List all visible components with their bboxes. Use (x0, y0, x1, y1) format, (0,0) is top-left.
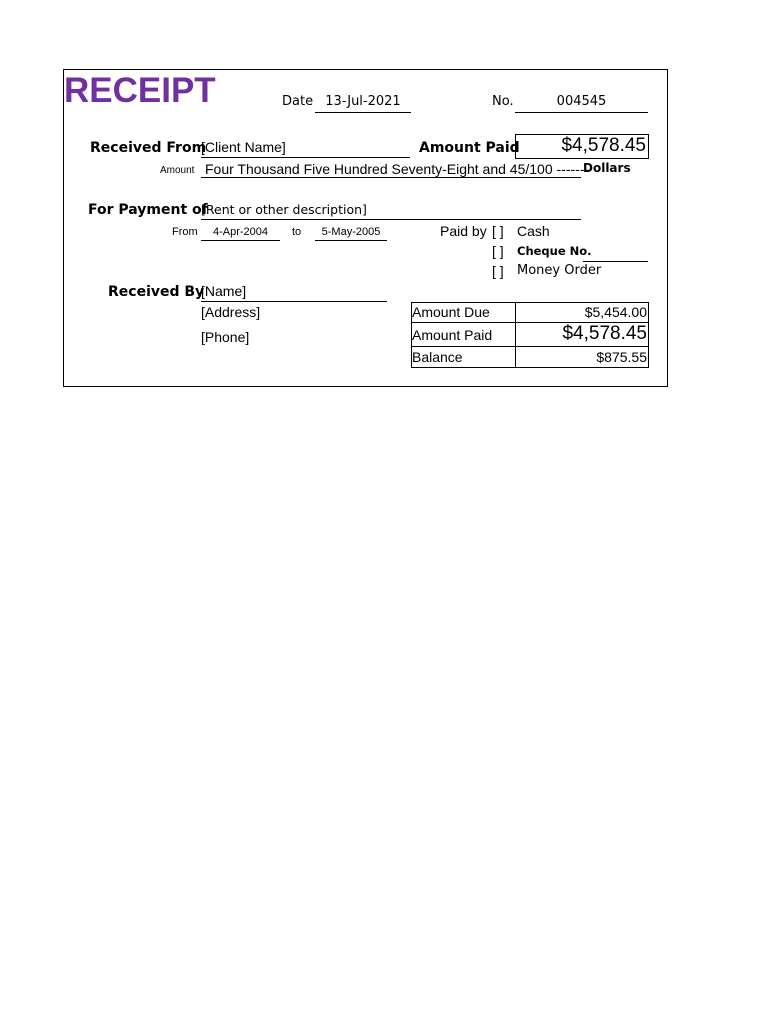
payment-for-label: For Payment of (88, 202, 208, 218)
summary-col-divider (515, 302, 516, 368)
payment-for-value: [Rent or other description] (201, 202, 581, 220)
summary-balance-label: Balance (412, 349, 463, 365)
paid-by-cash-box[interactable]: [ ] (492, 223, 504, 239)
paid-by-label: Paid by (440, 223, 487, 239)
date-value: 13-Jul-2021 (315, 94, 411, 113)
paid-by-cheque-label: Cheque No. (517, 244, 592, 258)
period-to-value: 5-May-2005 (315, 226, 387, 241)
amount-paid-label: Amount Paid (419, 140, 520, 156)
paid-by-cheque-box[interactable]: [ ] (492, 243, 504, 259)
received-from-value: [Client Name] (201, 139, 410, 158)
period-from-label: From (172, 226, 198, 238)
paid-by-money-order-box[interactable]: [ ] (492, 263, 504, 279)
summary-amount-due-value: $5,454.00 (584, 304, 647, 320)
summary-balance-value: $875.55 (596, 349, 647, 365)
summary-amount-due-label: Amount Due (412, 304, 490, 320)
amount-paid-value: $4,578.45 (561, 135, 646, 156)
amount-words-value: Four Thousand Five Hundred Seventy-Eight and 45/100 ------- (205, 161, 590, 177)
received-by-label: Received By (108, 284, 205, 300)
date-label: Date (282, 94, 314, 109)
cheque-number-line (583, 244, 648, 262)
number-value: 004545 (515, 94, 648, 113)
summary-amount-paid-label: Amount Paid (412, 327, 493, 343)
period-from-value: 4-Apr-2004 (201, 226, 280, 241)
amount-words-suffix: Dollars (583, 161, 631, 175)
paid-by-money-order-label: Money Order (517, 263, 602, 278)
receipt-title: RECEIPT (64, 71, 216, 110)
received-by-phone: [Phone] (201, 329, 250, 345)
summary-amount-paid-value: $4,578.45 (562, 323, 647, 344)
amount-words-label: Amount (160, 165, 195, 176)
paid-by-cash-label: Cash (517, 223, 550, 239)
received-from-label: Received From (90, 140, 207, 156)
received-by-name: [Name] (201, 283, 387, 302)
period-to-label: to (292, 226, 302, 238)
received-by-address: [Address] (201, 304, 261, 320)
number-label: No. (492, 94, 514, 109)
